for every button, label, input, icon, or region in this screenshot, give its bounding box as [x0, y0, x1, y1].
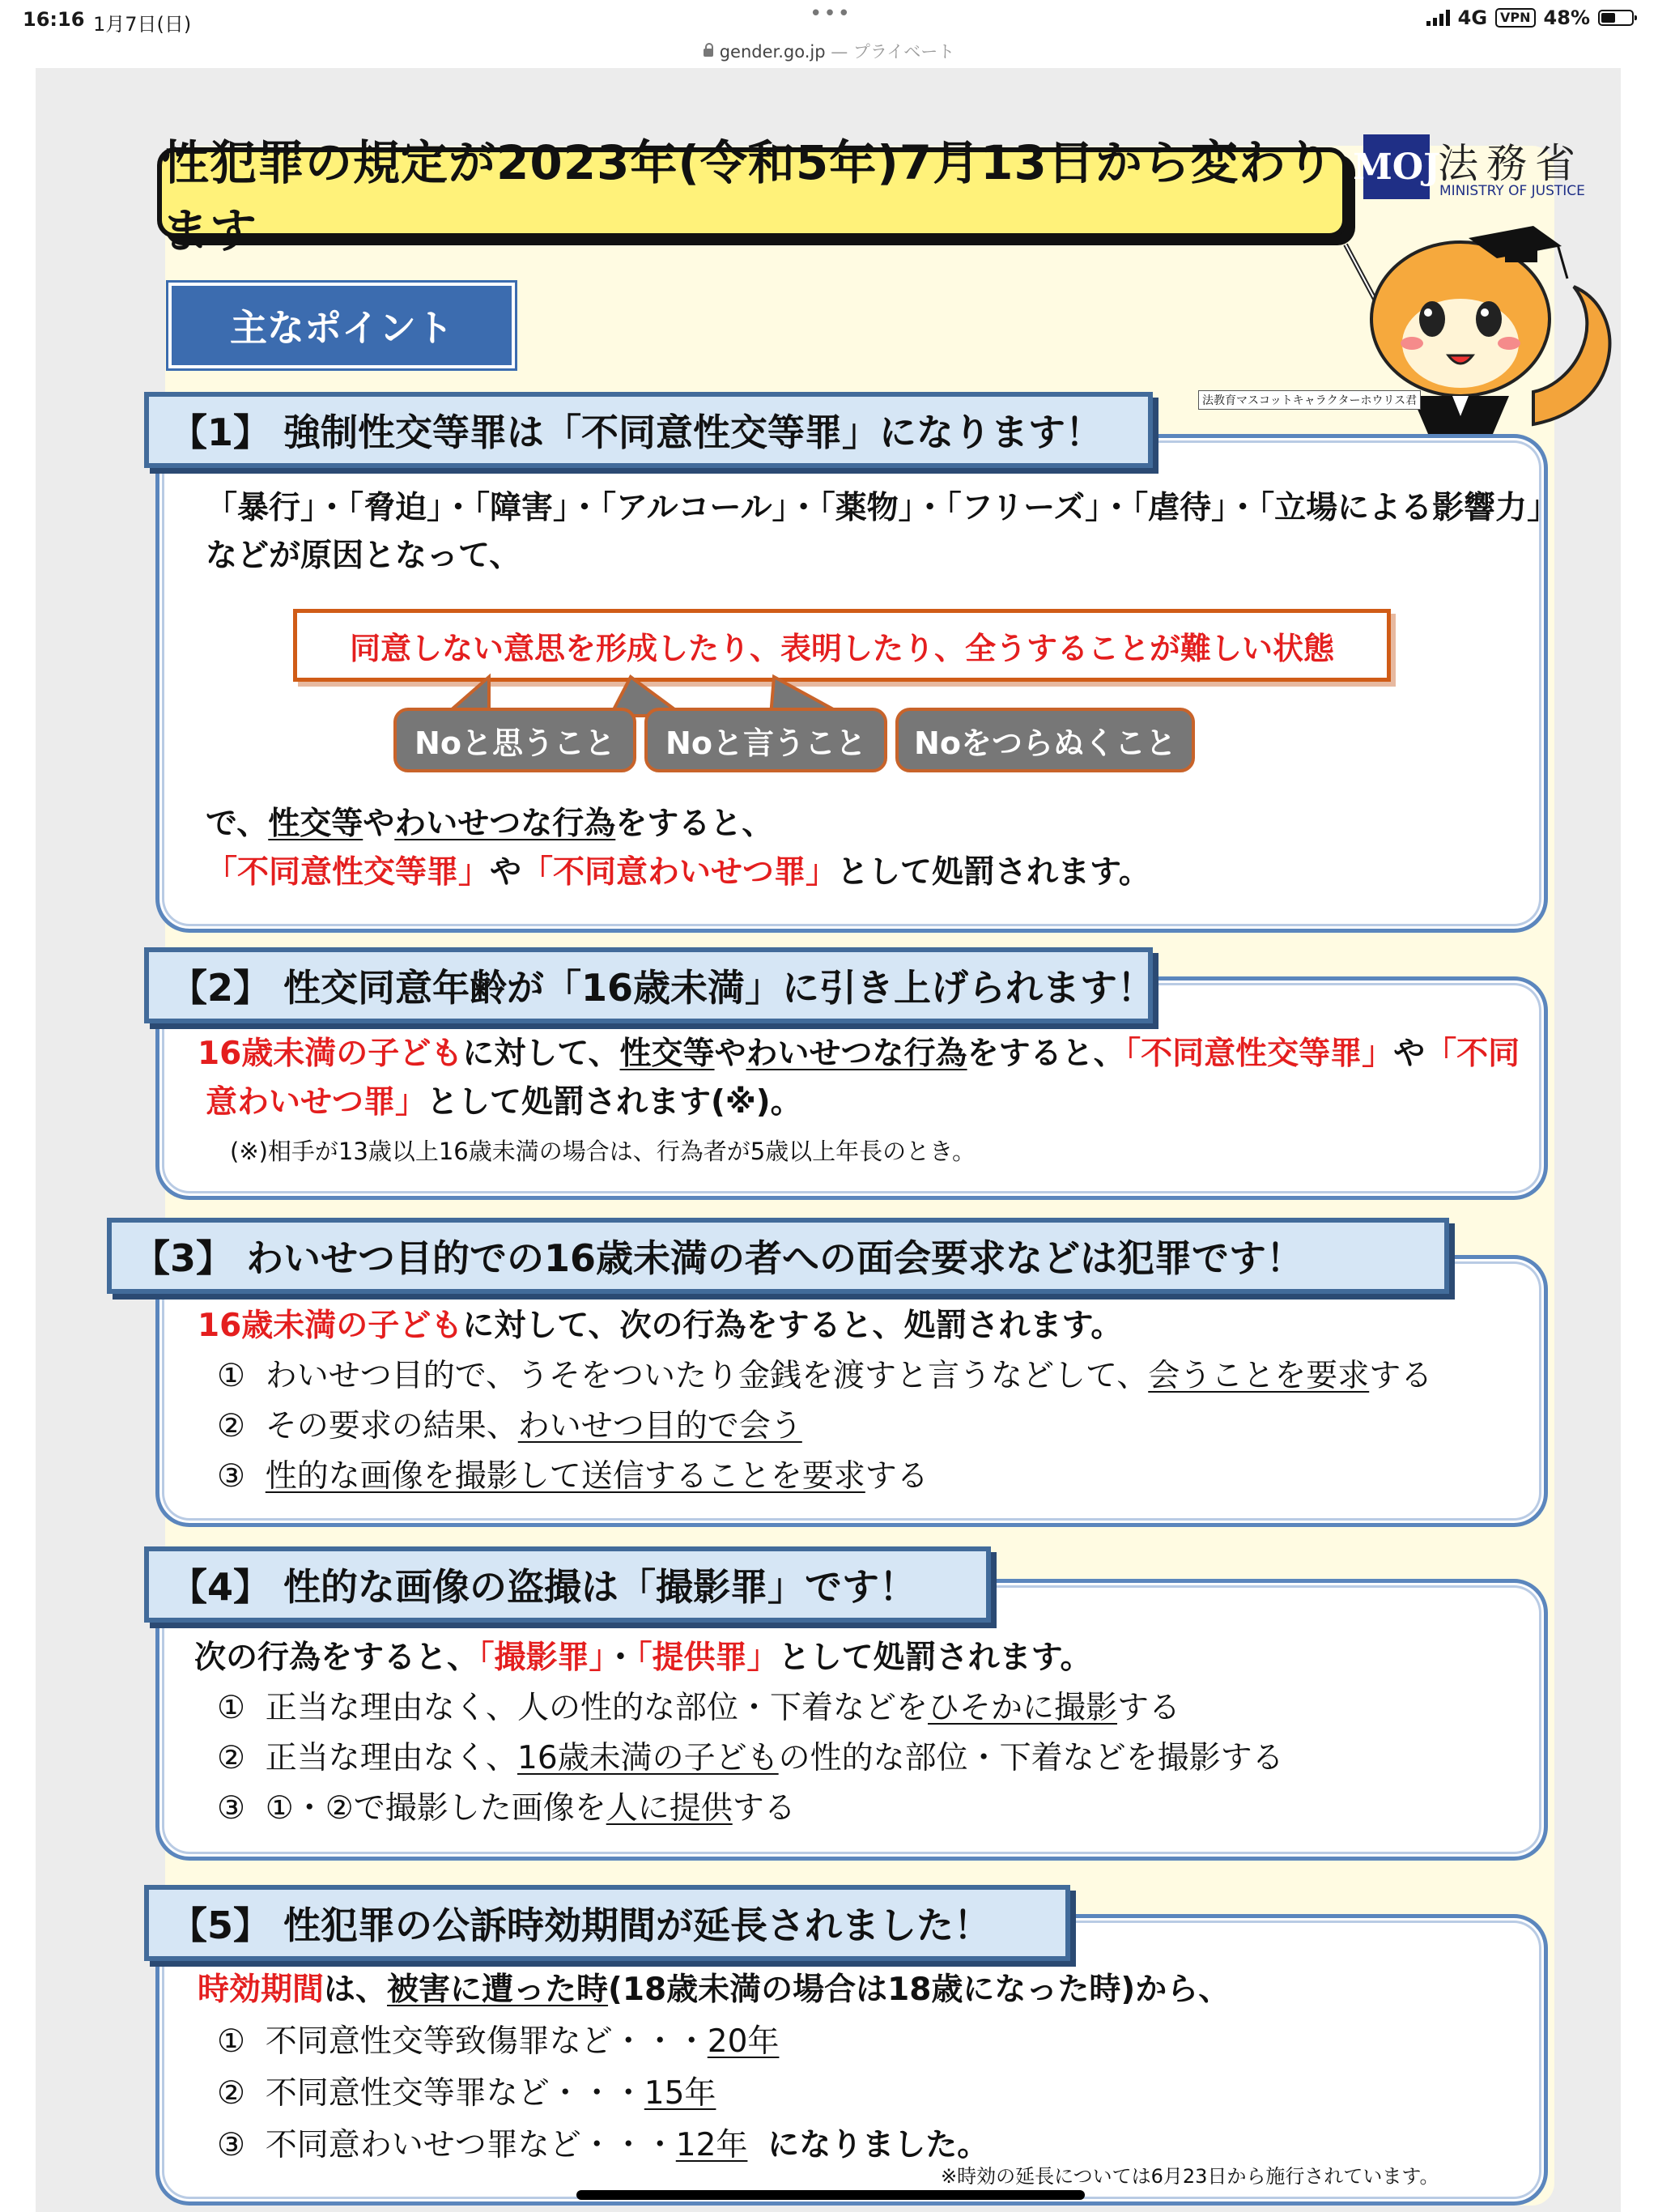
section-1-causes-cont: などが原因となって、 [206, 538, 521, 574]
section-5-item-3: ③ 不同意わいせつ罪など・・・12年 になりました。 [217, 2127, 989, 2163]
section-3-heading: 【3】 わいせつ目的での16歳未満の者への面会要求などは犯罪です！ [107, 1218, 1449, 1294]
ministry-name: 法務省 [1438, 140, 1584, 187]
section-5-item-2: ② 不同意性交等罪など・・・15年 [217, 2075, 716, 2112]
section-1-heading: 【1】 強制性交等罪は「不同意性交等罪」になります！ [144, 392, 1153, 468]
battery-icon [1598, 10, 1634, 26]
url-separator: — [831, 42, 848, 62]
private-mode-label: プライベート [852, 42, 955, 62]
section-5-heading: 【5】 性犯罪の公訴時効期間が延長されました！ [144, 1885, 1070, 1961]
section-4-item-2: ② 正当な理由なく、16歳未満の子どもの性的な部位・下着などを撮影する [217, 1740, 1284, 1776]
multitasking-dots-icon[interactable]: ••• [810, 2, 852, 26]
section-4-heading: 【4】 性的な画像の盗撮は「撮影罪」です！ [144, 1546, 991, 1623]
speech-bubble-tails [392, 602, 1039, 724]
section-3-item-2: ② その要求の結果、わいせつ目的で会う [217, 1408, 802, 1444]
section-3-item-1: ① わいせつ目的で、うそをついたり金銭を渡すと言うなどして、会うことを要求する [217, 1358, 1433, 1394]
section-4-intro: 次の行為をすると、「撮影罪」・「提供罪」として処罰されます。 [194, 1640, 1092, 1676]
section-1-causes: 「暴行」・「脅迫」・「障害」・「アルコール」・「薬物」・「フリーズ」・「虐待」・「立場による影響力」 [206, 490, 1559, 526]
mascot-caption: 法教育マスコットキャラクターホウリス君 [1198, 390, 1421, 410]
url-bar[interactable] [0, 39, 1658, 70]
section-4-item-3: ③ ①・②で撮影した画像を人に提供する [217, 1790, 796, 1827]
section-3-item-3: ③ 性的な画像を撮影して送信することを要求する [217, 1458, 929, 1495]
section-5-intro: 時効期間は、被害に遭った時(18歳未満の場合は18歳になった時)から、 [198, 1972, 1231, 2008]
clock: 16:16 [23, 8, 85, 31]
lock-icon [704, 49, 713, 57]
ministry-of-justice-logo [1353, 134, 1590, 204]
battery-percent: 48% [1543, 6, 1590, 29]
network-type: 4G [1457, 6, 1488, 29]
main-points-label: 主なポイント [168, 283, 515, 368]
section-3-intro: 16歳未満の子どもに対して、次の行為をすると、処罰されます。 [198, 1308, 1123, 1344]
page-title: 性犯罪の規定が2023年(令和5年)7月13日から変わります [157, 147, 1347, 238]
ministry-name-en: MINISTRY OF JUSTICE [1439, 183, 1585, 199]
consent-difficulty-box: 同意しない意思を形成したり、表明したり、全うすることが難しい状態 [293, 609, 1391, 682]
moj-logo-mark: MOJ [1363, 134, 1430, 199]
section-5-footnote: ※時効の延長については6月23日から施行されています。 [941, 2165, 1439, 2188]
section-5-item-1: ① 不同意性交等致傷罪など・・・20年 [217, 2023, 780, 2060]
section-2-heading: 【2】 性交同意年齢が「16歳未満」に引き上げられます！ [144, 947, 1153, 1023]
web-page [36, 68, 1621, 2212]
home-indicator[interactable] [576, 2190, 1085, 2200]
bubble-no-persist: Noをつらぬくこと [895, 708, 1195, 772]
section-2-note: (※)相手が13歳以上16歳未満の場合は、行為者が5歳以上年長のとき。 [230, 1138, 976, 1165]
section-1-penalty: 「不同意性交等罪」や「不同意わいせつ罪」として処罰されます。 [206, 854, 1150, 891]
date: 1月7日(日) [93, 13, 192, 36]
vpn-badge: VPN [1495, 8, 1536, 28]
url-text: gender.go.jp [719, 42, 826, 62]
section-4-item-1: ① 正当な理由なく、人の性的な部位・下着などをひそかに撮影する [217, 1690, 1181, 1726]
section-2-line-2: 意わいせつ罪」として処罰されます(※)。 [206, 1084, 802, 1121]
bubble-no-say: Noと言うこと [644, 708, 887, 772]
section-2-line-1: 16歳未満の子どもに対して、性交等やわいせつな行為をすると、「不同意性交等罪」や「不同 [198, 1036, 1520, 1072]
bubble-no-think: Noと思うこと [393, 708, 636, 772]
status-bar [0, 0, 1658, 39]
cellular-signal-icon [1426, 10, 1450, 26]
section-1-act: で、性交等やわいせつな行為をすると、 [206, 806, 774, 842]
